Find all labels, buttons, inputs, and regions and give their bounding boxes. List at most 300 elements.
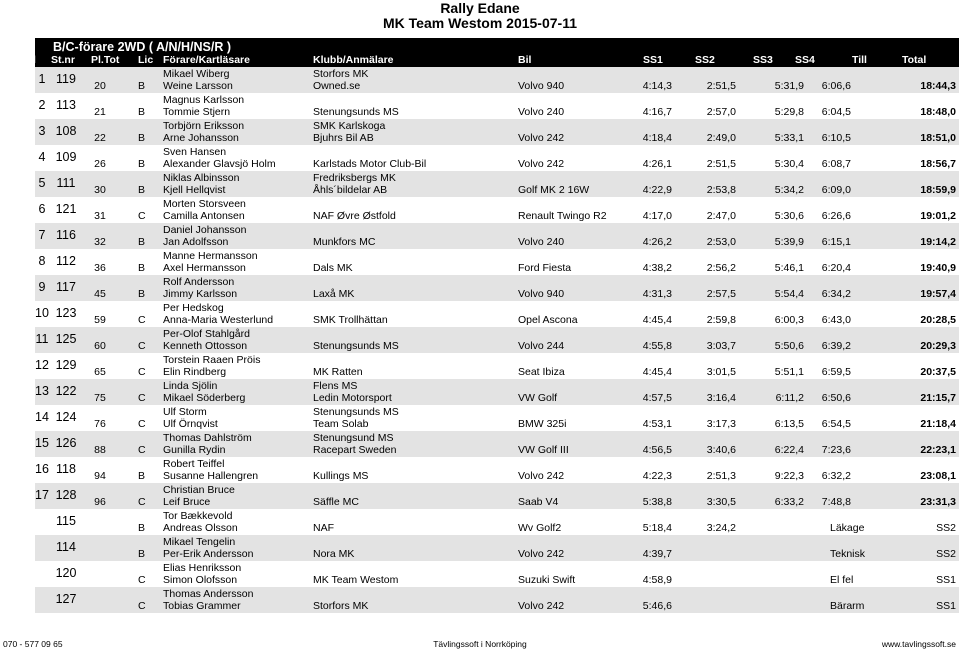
col-pl: Pl <box>26 54 36 66</box>
club-secondary: Kullings MS <box>313 470 369 482</box>
ss2-time: 2:51,5 <box>706 158 736 170</box>
ss2-time: 2:51,3 <box>706 470 736 482</box>
col-car: Bil <box>518 54 532 66</box>
car-model: Opel Ascona <box>518 314 578 326</box>
place: 14 <box>35 410 49 424</box>
class-header-band <box>26 38 959 67</box>
place: 12 <box>35 358 49 372</box>
overall-place: 60 <box>94 340 106 352</box>
total-time: 20:37,5 <box>920 366 956 378</box>
start-number: 112 <box>56 254 76 268</box>
ss3-time: 5:39,9 <box>774 236 804 248</box>
driver-name: Morten Storsveen <box>163 198 246 210</box>
driver-name: Magnus Karlsson <box>163 94 245 106</box>
ss1-time: 4:57,5 <box>642 392 672 404</box>
club-secondary: Owned.se <box>313 80 361 92</box>
license: B <box>138 548 146 560</box>
club-primary: SMK Karlskoga <box>313 120 386 132</box>
ss2-time: 2:49,0 <box>706 132 736 144</box>
ss1-time: 4:18,4 <box>642 132 672 144</box>
total-time: 23:31,3 <box>920 496 956 508</box>
car-model: Volvo 244 <box>518 340 565 352</box>
ss4-time: 6:20,4 <box>821 262 851 274</box>
car-model: Volvo 940 <box>518 80 565 92</box>
ss3-time: 5:34,2 <box>774 184 804 196</box>
overall-place: 26 <box>94 158 106 170</box>
start-number: 121 <box>55 202 77 216</box>
overall-place: 30 <box>94 184 106 196</box>
car-model: Volvo 940 <box>518 288 565 300</box>
ss1-time: 4:58,9 <box>642 574 672 586</box>
driver-name: Daniel Johansson <box>163 224 247 236</box>
ss1-time: 4:56,5 <box>642 444 672 456</box>
event-title: Rally Edane <box>440 0 520 16</box>
ss4-time: 6:43,0 <box>821 314 851 326</box>
total-time: 22:23,1 <box>920 444 956 456</box>
ss1-time: 4:45,4 <box>642 366 672 378</box>
total-time: SS2 <box>936 548 956 560</box>
driver-name: Robert Teiffel <box>163 458 225 470</box>
start-number: 127 <box>55 592 77 606</box>
overall-place: 22 <box>94 132 106 144</box>
overall-place: 88 <box>94 444 106 456</box>
codriver-name: Ulf Örnqvist <box>163 418 218 430</box>
license: B <box>138 106 146 118</box>
start-number: 123 <box>55 306 77 320</box>
ss2-time: 3:03,7 <box>706 340 736 352</box>
start-number: 120 <box>55 566 77 580</box>
codriver-name: Kjell Hellqvist <box>163 184 226 196</box>
license: C <box>138 366 146 378</box>
start-number: 117 <box>56 280 76 294</box>
driver-name: Sven Hansen <box>163 146 227 158</box>
ss4-time: 6:09,0 <box>821 184 851 196</box>
ss1-time: 4:26,2 <box>642 236 672 248</box>
table-row <box>35 119 959 145</box>
ss4-time: 6:15,1 <box>821 236 851 248</box>
start-number: 122 <box>55 384 77 398</box>
overall-place: 20 <box>94 80 106 92</box>
club-secondary: Stenungsunds MS <box>313 106 399 118</box>
ss4-time: 7:23,6 <box>821 444 851 456</box>
car-model: Wv Golf2 <box>518 522 562 534</box>
ss1-time: 4:31,3 <box>642 288 672 300</box>
ss3-time: 5:31,9 <box>774 80 804 92</box>
ss3-time: 5:29,8 <box>774 106 804 118</box>
ss1-time: 4:22,3 <box>642 470 672 482</box>
driver-name: Ulf Storm <box>163 406 207 418</box>
ss3-time: 5:51,1 <box>774 366 804 378</box>
table-row <box>35 457 959 483</box>
codriver-name: Mikael Söderberg <box>163 392 246 404</box>
place: 16 <box>35 462 49 476</box>
col-ss2: SS2 <box>695 54 715 66</box>
table-row <box>35 275 959 301</box>
ss4-time: 6:39,2 <box>821 340 851 352</box>
total-time: SS1 <box>936 600 956 612</box>
table-row <box>35 587 959 613</box>
car-model: VW Golf III <box>518 444 569 456</box>
codriver-name: Anna-Maria Westerlund <box>163 314 274 326</box>
total-time: 18:48,0 <box>920 106 956 118</box>
codriver-name: Weine Larsson <box>163 80 233 92</box>
place: 6 <box>38 202 46 216</box>
ss3-time: 5:33,1 <box>774 132 804 144</box>
footer-phone: 070 - 577 09 65 <box>3 639 63 649</box>
car-model: Volvo 240 <box>518 236 565 248</box>
club-secondary: Nora MK <box>313 548 355 560</box>
place: 15 <box>35 436 49 450</box>
table-row <box>35 145 959 171</box>
col-pltot: Pl.Tot <box>91 54 120 66</box>
till-note: El fel <box>830 574 854 586</box>
ss4-time: 7:48,8 <box>821 496 851 508</box>
codriver-name: Leif Bruce <box>163 496 211 508</box>
ss2-time: 3:16,4 <box>706 392 736 404</box>
car-model: Saab V4 <box>518 496 559 508</box>
col-driver: Förare/Kartläsare <box>163 54 250 66</box>
club-secondary: Racepart Sweden <box>313 444 397 456</box>
codriver-name: Arne Johansson <box>163 132 239 144</box>
table-row <box>35 171 959 197</box>
table-row <box>35 353 959 379</box>
car-model: Ford Fiesta <box>518 262 572 274</box>
codriver-name: Camilla Antonsen <box>163 210 245 222</box>
overall-place: 96 <box>94 496 106 508</box>
club-secondary: SMK Trollhättan <box>313 314 388 326</box>
driver-name: Elias Henriksson <box>163 562 242 574</box>
start-number: 118 <box>56 462 76 476</box>
table-row <box>35 561 959 587</box>
ss2-time: 2:47,0 <box>706 210 736 222</box>
ss3-time: 6:11,2 <box>775 392 804 404</box>
overall-place: 45 <box>94 288 106 300</box>
footer-web: www.tavlingssoft.se <box>881 639 956 649</box>
overall-place: 76 <box>94 418 106 430</box>
col-club: Klubb/Anmälare <box>313 54 394 66</box>
place: 13 <box>35 384 49 398</box>
total-time: 23:08,1 <box>920 470 956 482</box>
car-model: Volvo 242 <box>518 470 565 482</box>
table-row <box>35 223 959 249</box>
license: C <box>138 210 146 222</box>
ss4-time: 6:08,7 <box>821 158 851 170</box>
ss2-time: 3:24,2 <box>706 522 736 534</box>
ss3-time: 6:33,2 <box>774 496 804 508</box>
ss3-time: 5:30,6 <box>774 210 804 222</box>
place: 11 <box>35 332 49 346</box>
col-lic: Lic <box>138 54 154 66</box>
driver-name: Christian Bruce <box>163 484 235 496</box>
club-primary: Stenungsund MS <box>313 432 394 444</box>
codriver-name: Susanne Hallengren <box>163 470 259 482</box>
ss4-time: 6:54,5 <box>821 418 851 430</box>
ss4-time: 6:59,5 <box>821 366 851 378</box>
table-row <box>35 93 959 119</box>
ss1-time: 4:38,2 <box>642 262 672 274</box>
start-number: 128 <box>55 488 77 502</box>
license: C <box>138 314 146 326</box>
total-time: 18:59,9 <box>920 184 956 196</box>
license: C <box>138 600 146 612</box>
driver-name: Mikael Wiberg <box>163 68 230 80</box>
ss1-time: 4:26,1 <box>642 158 672 170</box>
col-total: Total <box>902 54 927 66</box>
driver-name: Linda Sjölin <box>163 380 218 392</box>
place: 1 <box>38 72 46 86</box>
codriver-name: Jimmy Karlsson <box>163 288 238 300</box>
overall-place: 94 <box>94 470 106 482</box>
event-subtitle: MK Team Westom 2015-07-11 <box>382 15 577 31</box>
ss4-time: 6:34,2 <box>821 288 851 300</box>
ss1-time: 5:18,4 <box>642 522 672 534</box>
table-row <box>35 535 959 561</box>
start-number: 119 <box>56 72 76 86</box>
license: C <box>138 418 146 430</box>
start-number: 109 <box>55 150 77 164</box>
ss3-time: 5:46,1 <box>774 262 804 274</box>
driver-name: Rolf Andersson <box>163 276 235 288</box>
club-secondary: Säffle MC <box>313 496 359 508</box>
codriver-name: Andreas Olsson <box>163 522 238 534</box>
car-model: Volvo 242 <box>518 132 565 144</box>
ss3-time: 6:00,3 <box>774 314 804 326</box>
start-number: 108 <box>55 124 77 138</box>
car-model: Seat Ibiza <box>518 366 565 378</box>
club-secondary: Team Solab <box>313 418 369 430</box>
ss4-time: 6:06,6 <box>821 80 851 92</box>
start-number: 129 <box>55 358 77 372</box>
codriver-name: Axel Hermansson <box>163 262 246 274</box>
total-time: 20:28,5 <box>920 314 956 326</box>
start-number: 113 <box>56 98 76 112</box>
table-row <box>35 379 959 405</box>
ss4-time: 6:32,2 <box>821 470 851 482</box>
till-note: Bärarm <box>830 600 865 612</box>
start-number: 124 <box>55 410 77 424</box>
license: B <box>138 184 146 196</box>
ss2-time: 3:40,6 <box>706 444 736 456</box>
codriver-name: Kenneth Ottosson <box>163 340 248 352</box>
ss2-time: 2:59,8 <box>706 314 736 326</box>
ss2-time: 2:57,0 <box>706 106 736 118</box>
place: 17 <box>35 488 49 502</box>
ss1-time: 4:16,7 <box>642 106 672 118</box>
place: 2 <box>38 98 46 112</box>
table-row <box>35 197 959 223</box>
ss3-time: 5:30,4 <box>774 158 804 170</box>
codriver-name: Per-Erik Andersson <box>163 548 254 560</box>
club-primary: Stenungsunds MS <box>313 406 399 418</box>
ss1-time: 4:39,7 <box>642 548 672 560</box>
col-ss1: SS1 <box>643 54 663 66</box>
ss4-time: 6:10,5 <box>821 132 851 144</box>
overall-place: 75 <box>94 392 106 404</box>
car-model: Volvo 242 <box>518 600 565 612</box>
ss2-time: 2:57,5 <box>706 288 736 300</box>
codriver-name: Tommie Stjern <box>163 106 231 118</box>
driver-name: Torstein Raaen Pröis <box>163 354 261 366</box>
car-model: Volvo 242 <box>518 548 565 560</box>
ss3-time: 6:13,5 <box>774 418 804 430</box>
table-row <box>35 483 959 509</box>
table-row <box>35 509 959 535</box>
club-secondary: NAF Øvre Østfold <box>313 210 396 222</box>
license: C <box>138 496 146 508</box>
driver-name: Thomas Dahlström <box>163 432 252 444</box>
club-secondary: MK Team Westom <box>313 574 399 586</box>
col-stnr: St.nr <box>51 54 75 66</box>
table-row <box>35 249 959 275</box>
overall-place: 36 <box>94 262 106 274</box>
ss1-time: 5:38,8 <box>642 496 672 508</box>
driver-name: Per-Olof Stahlgård <box>163 328 250 340</box>
license: C <box>138 392 146 404</box>
table-row <box>35 405 959 431</box>
driver-name: Mikael Tengelin <box>163 536 236 548</box>
total-time: 19:14,2 <box>920 236 956 248</box>
ss4-time: 6:04,5 <box>821 106 851 118</box>
car-model: BMW 325i <box>518 418 567 430</box>
total-time: 19:40,9 <box>920 262 956 274</box>
license: B <box>138 470 146 482</box>
license: B <box>138 288 146 300</box>
club-primary: Flens MS <box>313 380 358 392</box>
overall-place: 59 <box>94 314 106 326</box>
col-till: Till <box>852 54 867 66</box>
club-secondary: NAF <box>313 522 334 534</box>
ss1-time: 4:22,9 <box>642 184 672 196</box>
club-secondary: Karlstads Motor Club-Bil <box>313 158 427 170</box>
car-model: Volvo 242 <box>518 158 565 170</box>
start-number: 125 <box>55 332 77 346</box>
total-time: 21:18,4 <box>920 418 956 430</box>
start-number: 111 <box>56 176 76 190</box>
club-secondary: Storfors MK <box>313 600 369 612</box>
ss1-time: 4:55,8 <box>642 340 672 352</box>
start-number: 116 <box>56 228 76 242</box>
table-row <box>35 67 959 93</box>
till-note: Läkage <box>830 522 865 534</box>
results-table <box>35 67 959 613</box>
car-model: VW Golf <box>518 392 558 404</box>
ss3-time: 5:50,6 <box>774 340 804 352</box>
till-note: Teknisk <box>830 548 866 560</box>
col-ss3: SS3 <box>753 54 773 66</box>
license: B <box>138 132 146 144</box>
table-row <box>35 431 959 457</box>
ss1-time: 4:53,1 <box>642 418 672 430</box>
club-secondary: Åhls´bildelar AB <box>313 184 388 196</box>
ss1-time: 4:14,3 <box>642 80 672 92</box>
total-time: 20:29,3 <box>920 340 956 352</box>
driver-name: Thomas Andersson <box>163 588 254 600</box>
place: 5 <box>38 176 46 190</box>
car-model: Volvo 240 <box>518 106 565 118</box>
total-time: 19:57,4 <box>920 288 956 300</box>
club-secondary: MK Ratten <box>313 366 363 378</box>
start-number: 126 <box>55 436 77 450</box>
ss2-time: 2:56,2 <box>706 262 736 274</box>
car-model: Golf MK 2 16W <box>518 184 590 196</box>
ss1-time: 5:46,6 <box>642 600 672 612</box>
overall-place: 31 <box>94 210 106 222</box>
club-secondary: Bjuhrs Bil AB <box>313 132 374 144</box>
license: B <box>138 262 146 274</box>
overall-place: 21 <box>94 106 106 118</box>
place: 8 <box>38 254 46 268</box>
ss1-time: 4:45,4 <box>642 314 672 326</box>
codriver-name: Elin Rindberg <box>163 366 227 378</box>
ss4-time: 6:50,6 <box>821 392 851 404</box>
club-primary: Storfors MK <box>313 68 369 80</box>
place: 3 <box>38 124 46 138</box>
place: 4 <box>38 150 46 164</box>
license: B <box>138 158 146 170</box>
club-secondary: Dals MK <box>313 262 353 274</box>
ss2-time: 2:53,8 <box>706 184 736 196</box>
ss1-time: 4:17,0 <box>642 210 672 222</box>
club-secondary: Munkfors MC <box>313 236 376 248</box>
ss3-time: 6:22,4 <box>774 444 804 456</box>
ss2-time: 2:53,0 <box>706 236 736 248</box>
place: 7 <box>38 228 46 242</box>
total-time: 19:01,2 <box>920 210 956 222</box>
ss3-time: 5:54,4 <box>774 288 804 300</box>
license: B <box>138 236 146 248</box>
car-model: Renault Twingo R2 <box>518 210 607 222</box>
overall-place: 65 <box>94 366 106 378</box>
driver-name: Manne Hermansson <box>163 250 258 262</box>
start-number: 114 <box>56 540 76 554</box>
club-secondary: Ledin Motorsport <box>313 392 392 404</box>
club-secondary: Stenungsunds MS <box>313 340 399 352</box>
total-time: 18:56,7 <box>920 158 956 170</box>
place: 9 <box>38 280 46 294</box>
codriver-name: Gunilla Rydin <box>163 444 226 456</box>
total-time: 21:15,7 <box>920 392 956 404</box>
ss2-time: 3:17,3 <box>706 418 736 430</box>
overall-place: 32 <box>94 236 106 248</box>
table-row <box>35 327 959 353</box>
total-time: 18:44,3 <box>920 80 956 92</box>
license: C <box>138 444 146 456</box>
driver-name: Niklas Albinsson <box>163 172 240 184</box>
license: C <box>138 574 146 586</box>
total-time: 18:51,0 <box>920 132 956 144</box>
start-number: 115 <box>56 514 76 528</box>
ss3-time: 9:22,3 <box>774 470 804 482</box>
license: B <box>138 522 146 534</box>
footer-print: Tävlingssoft i Norrköping <box>433 639 527 649</box>
place: 10 <box>35 306 49 320</box>
total-time: SS1 <box>936 574 956 586</box>
class-title: B/C-förare 2WD ( A/N/H/NS/R ) <box>53 40 232 54</box>
col-ss4: SS4 <box>795 54 815 66</box>
club-primary: Fredriksbergs MK <box>313 172 396 184</box>
table-row <box>35 301 959 327</box>
driver-name: Torbjörn Eriksson <box>163 120 245 132</box>
license: C <box>138 340 146 352</box>
codriver-name: Alexander Glavsjö Holm <box>163 158 276 170</box>
ss2-time: 2:51,5 <box>706 80 736 92</box>
driver-name: Tor Bækkevold <box>163 510 233 522</box>
codriver-name: Tobias Grammer <box>163 600 241 612</box>
ss2-time: 3:30,5 <box>706 496 736 508</box>
ss2-time: 3:01,5 <box>706 366 736 378</box>
club-secondary: Laxå MK <box>313 288 355 300</box>
license: B <box>138 80 146 92</box>
